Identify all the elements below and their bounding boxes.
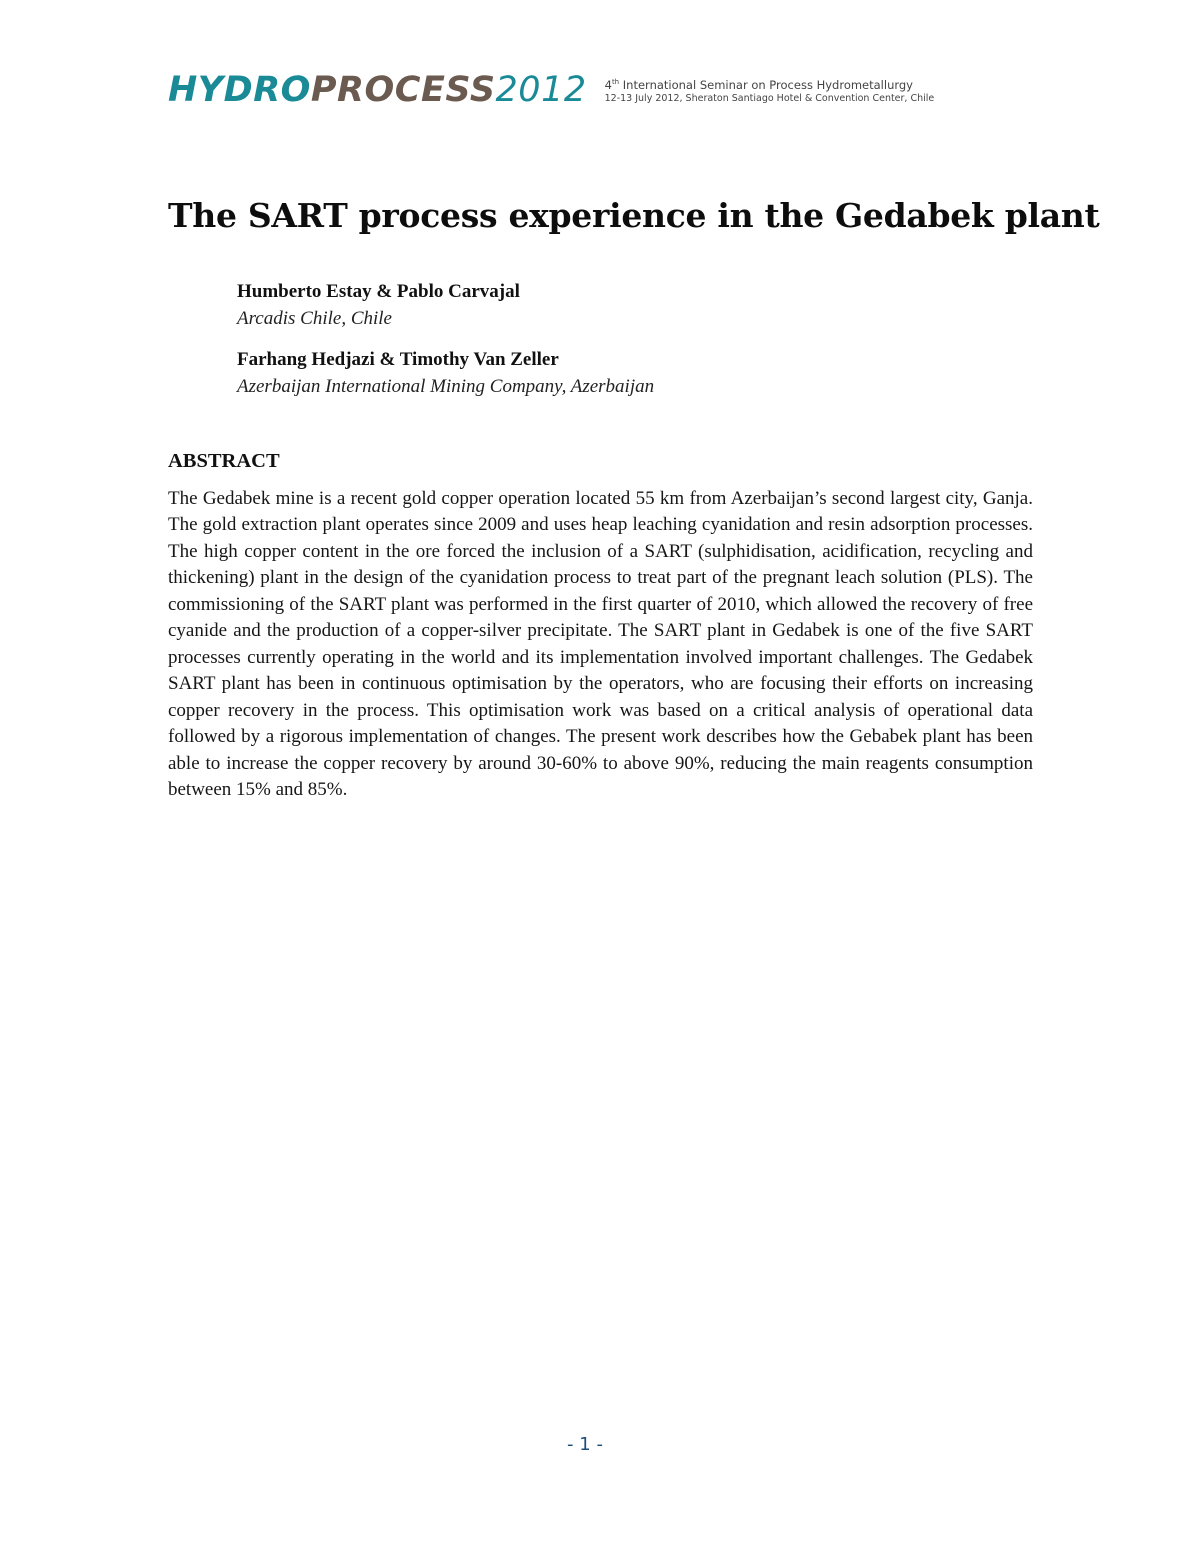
- abstract-heading: ABSTRACT: [168, 450, 280, 472]
- conference-logo: [168, 70, 587, 110]
- seminar-title: International Seminar on Process Hydrometallurgy: [619, 77, 913, 92]
- logo-text-process: PROCESS: [310, 70, 496, 110]
- seminar-ordinal-suffix: th: [611, 77, 620, 86]
- author-affiliation: Azerbaijan International Mining Company, Azerbaijan: [237, 376, 655, 397]
- abstract-paragraph: The Gedabek mine is a recent gold copper operation located 55 km from Azerbaijan’s second largest city, Ganja. The gold extraction plant operates since 2009 and uses heap leaching cyanidation and resin adsorption processes. The high copper content in the ore forced the inclusion of a SART (sulphidisation, acidification, recycling and thickening) plant in the design of the cyanidation process to treat part of the pregnant leach solution (PLS). The commissioning of the SART plant was performed in the first quarter of 2010, which allowed the recovery of free cyanide and the production of a copper-silver precipitate. The SART plant in Gedabek is one of the five SART processes currently operating in the world and its implementation involved important challenges. The Gedabek SART plant has been in continuous optimisation by the operators, who are focusing their efforts on increasing copper recovery in the process. This optimisation work was based on a critical analysis of operational data followed by a rigorous implementation of changes. The present work describes how the Gebabek plant has been able to increase the copper recovery by around 30-60% to above 90%, reducing the main reagents consumption between 15% and 85%.: [168, 488, 1033, 800]
- paper-title: The SART process experience in the Gedabek plant: [168, 196, 1100, 235]
- author-group-1: [237, 278, 520, 332]
- seminar-name: [605, 75, 935, 93]
- conference-banner: [168, 68, 934, 112]
- logo-text-hydro: HYDRO: [168, 70, 311, 110]
- author-affiliation: Arcadis Chile, Chile: [237, 308, 392, 329]
- author-group-2: [237, 346, 654, 400]
- page-number: - 1 -: [567, 1434, 603, 1455]
- logo-text-year: 2012: [495, 70, 587, 110]
- event-details: 12-13 July 2012, Sheraton Santiago Hotel & Convention Center, Chile: [604, 93, 935, 105]
- author-names: Humberto Estay & Pablo Carvajal: [237, 281, 520, 302]
- conference-info: [605, 75, 935, 106]
- seminar-ordinal: 4: [604, 77, 612, 92]
- author-names: Farhang Hedjazi & Timothy Van Zeller: [237, 349, 559, 370]
